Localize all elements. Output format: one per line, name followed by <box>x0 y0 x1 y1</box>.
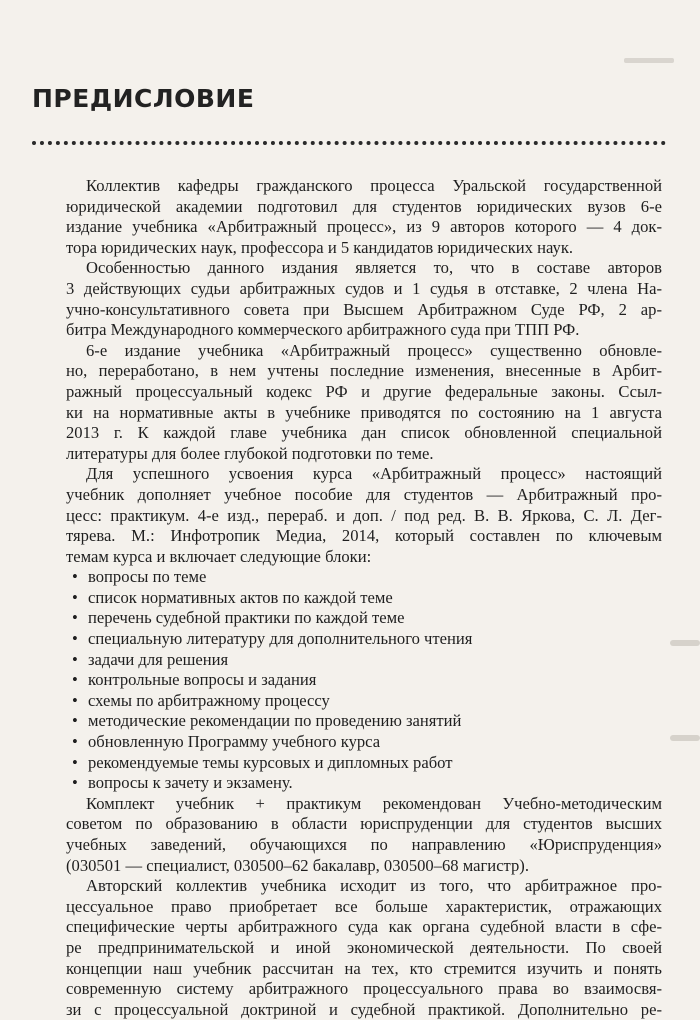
bleed-through-mark <box>670 735 700 741</box>
text-line: современную систему арбитражного процессуального права во взаимосвя- <box>66 979 662 999</box>
list-item: • вопросы по теме <box>66 567 662 588</box>
list-item: • задачи для решения <box>66 650 662 671</box>
text-line: 2013 г. К каждой главе учебника дан список обновленной специальной <box>66 423 662 443</box>
list-item: • вопросы к зачету и экзамену. <box>66 773 662 794</box>
text-line: темам курса и включает следующие блоки: <box>66 546 372 566</box>
text-line: тярева. М.: Инфотропик Медиа, 2014, который составлен по ключевым <box>66 526 662 546</box>
text-line: ражный процессуальный кодекс РФ и другие федеральные законы. Ссыл- <box>66 381 662 401</box>
paragraph-workshop <box>66 464 662 567</box>
running-header-mark <box>624 58 674 63</box>
text-line: учно-консультативного совета при Высшем Арбитражном Суде РФ, 2 ар- <box>66 299 662 319</box>
text-line: но, переработано, в нем учтены последние изменения, внесенные в Арбит- <box>66 361 662 381</box>
text-line: концепции наш учебник рассчитан на тех, кто стремится изучить и понять <box>66 958 662 978</box>
body-text <box>66 176 662 1020</box>
text-line: учебник дополняет учебное пособие для студентов — Арбитражный про- <box>66 484 662 504</box>
text-line: цессуальное право приобретает все больше характеристик, отражающих <box>66 896 662 916</box>
text-line: литературы для более глубокой подготовки по теме. <box>66 443 434 463</box>
paragraph-recommendation <box>66 794 662 876</box>
text-line: (030501 — специалист, 030500–62 бакалавр, 030500–68 магистр). <box>66 855 529 875</box>
page-title: ПРЕДИСЛОВИЕ <box>32 84 255 113</box>
text-line: 6-е издание учебника «Арбитражный процесс» существенно обновле- <box>86 340 662 360</box>
text-line: ре предпринимательской и иной экономической деятельности. По своей <box>66 937 662 957</box>
text-line: Коллектив кафедры гражданского процесса Уральской государственной <box>86 176 662 195</box>
text-line: цесс: практикум. 4-е изд., перераб. и доп. / под ред. В. В. Яркова, С. Л. Дег- <box>66 505 662 525</box>
list-item: • схемы по арбитражному процессу <box>66 691 662 712</box>
paragraph-intro <box>66 176 662 258</box>
text-line: Комплект учебник + практикум рекомендован Учебно-методическим <box>86 793 662 813</box>
list-item: • контрольные вопросы и задания <box>66 670 662 691</box>
text-line: ки на нормативные акты в учебнике приводятся по состоянию на 1 августа <box>66 402 662 422</box>
text-line: издание учебника «Арбитражный процесс», из 9 авторов которого — 4 док- <box>66 217 662 237</box>
list-item: • обновленную Программу учебного курса <box>66 732 662 753</box>
bleed-through-mark <box>670 640 700 646</box>
text-line: битра Международного коммерческого арбитражного суда при ТПП РФ. <box>66 320 580 340</box>
paragraph-concept <box>66 876 662 1020</box>
text-line: советом по образованию в области юриспруденции для студентов высших <box>66 814 662 834</box>
blocks-list <box>66 567 662 794</box>
dotted-divider <box>32 141 666 145</box>
list-item: • специальную литературу для дополнительного чтения <box>66 629 662 650</box>
text-line: зи с процессуальной доктриной и судебной практикой. Дополнительно ре- <box>66 999 662 1019</box>
paragraph-edition <box>66 341 662 465</box>
paragraph-authors <box>66 258 662 340</box>
text-line: тора юридических наук, профессора и 5 кандидатов юридических наук. <box>66 237 574 257</box>
text-line: 3 действующих судьи арбитражных судов и 1 судья в отставке, 2 члена На- <box>66 278 662 298</box>
text-line: Особенностью данного издания является то, что в составе авторов <box>86 258 662 278</box>
text-line: юридической академии подготовил для студентов юридических вузов 6-е <box>66 196 662 216</box>
text-line: Авторский коллектив учебника исходит из того, что арбитражное про- <box>86 876 662 896</box>
list-item: • рекомендуемые темы курсовых и дипломных работ <box>66 753 662 774</box>
text-line: Для успешного усвоения курса «Арбитражный процесс» настоящий <box>86 464 662 484</box>
list-item: • перечень судебной практики по каждой теме <box>66 608 662 629</box>
list-item: • методические рекомендации по проведению занятий <box>66 711 662 732</box>
list-item: • список нормативных актов по каждой теме <box>66 588 662 609</box>
text-line: специфические черты арбитражного суда как органа судебной власти в сфе- <box>66 917 662 937</box>
text-line: учебных заведений, обучающихся по направлению «Юриспруденция» <box>66 835 662 854</box>
